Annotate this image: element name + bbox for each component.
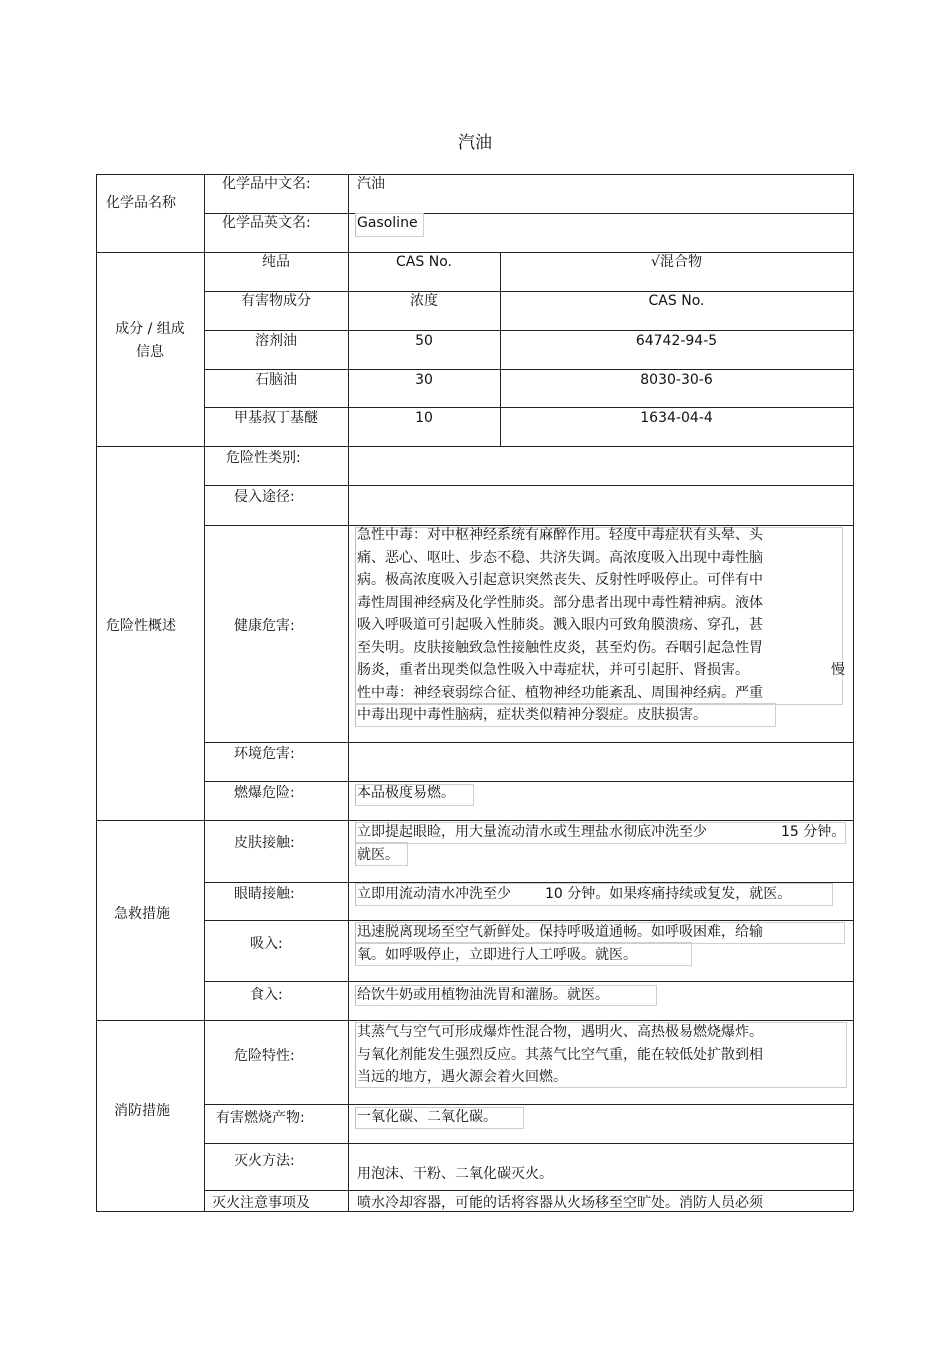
danger-label: 危险特性: <box>234 1048 295 1064</box>
ingestion-value: 给饮牛奶或用植物油洗胃和灌肠。就医。 <box>357 987 609 1003</box>
component-cas: 1634-04-4 <box>640 410 713 426</box>
component-name: 甲基叔丁基醚 <box>234 410 318 426</box>
env-hazard-label: 环境危害: <box>234 746 295 762</box>
health-line: 吸入呼吸道可引起吸入性肺炎。溅入眼内可致角膜溃疡、穿孔，甚 <box>357 617 763 633</box>
combustion-products-label: 有害燃烧产物: <box>216 1110 305 1126</box>
header-cas: CAS No. <box>648 293 705 309</box>
cn-name-value: 汽油 <box>357 176 385 192</box>
component-name: 石脑油 <box>255 372 297 388</box>
component-cas: 8030-30-6 <box>640 372 713 388</box>
inhalation-label: 吸入: <box>250 936 283 952</box>
danger-line: 当远的地方，遇火源会着火回燃。 <box>357 1069 567 1085</box>
component-name: 溶剂油 <box>255 333 297 349</box>
component-concentration: 10 <box>415 410 433 426</box>
section-label-fire-fighting: 消防措施 <box>114 1103 170 1119</box>
combustion-products-value: 一氧化碳、二氧化碳。 <box>357 1109 497 1125</box>
route-label: 侵入途径: <box>234 489 295 505</box>
section-label-first-aid: 急救措施 <box>114 906 170 922</box>
section-label-hazard: 危险性概述 <box>106 618 176 634</box>
health-line: 中毒出现中毒性脑病，症状类似精神分裂症。皮肤损害。 <box>357 707 707 723</box>
extinguish-notes-label: 灭火注意事项及 <box>212 1195 310 1211</box>
section-label-chemical-name: 化学品名称 <box>106 195 176 211</box>
health-line: 至失明。皮肤接触致急性接触性皮炎，甚至灼伤。吞咽引起急性胃 <box>357 639 763 656</box>
fire-hazard-value: 本品极度易燃。 <box>357 785 455 801</box>
health-line: 病。极高浓度吸入引起意识突然丧失、反射性呼吸停止。可伴有中 <box>357 572 763 588</box>
skin-contact-line: 就医。 <box>357 846 399 863</box>
hazard-category-label: 危险性类别: <box>226 450 301 466</box>
extinguish-notes-value: 喷水冷却容器，可能的话将容器从火场移至空旷处。消防人员必须 <box>357 1195 763 1211</box>
header-concentration: 浓度 <box>410 293 438 309</box>
extinguish-method-label: 灭火方法: <box>234 1153 295 1169</box>
section-label-composition: 成分 / 组成 <box>115 321 185 337</box>
health-line: 肠炎，重者出现类似急性吸入中毒症状，并可引起肝、肾损害。 <box>357 662 749 678</box>
component-concentration: 50 <box>415 333 433 349</box>
inhalation-line: 迅速脱离现场至空气新鲜处。保持呼吸道通畅。如呼吸困难，给输 <box>357 924 763 940</box>
health-line: 急性中毒：对中枢神经系统有麻醉作用。轻度中毒症状有头晕、头 <box>357 527 763 543</box>
cas-label: CAS No. <box>396 254 452 270</box>
skin-contact-line: 立即提起眼睑，用大量流动清水或生理盐水彻底冲洗至少 <box>357 824 707 840</box>
document-title: 汽油 <box>458 133 492 153</box>
extinguish-method-value: 用泡沫、干粉、二氧化碳灭火。 <box>357 1166 553 1182</box>
health-line: 毒性周围神经病及化学性肺炎。部分患者出现中毒性精神病。液体 <box>357 594 763 611</box>
eye-contact-text-2: 10 分钟。如果疼痛持续或复发，就医。 <box>545 886 792 902</box>
ingestion-label: 食入: <box>250 987 283 1003</box>
cn-name-label: 化学品中文名: <box>222 176 311 192</box>
skin-contact-minutes: 15 分钟。 <box>781 824 846 840</box>
eye-contact-label: 眼睛接触: <box>234 886 295 902</box>
pure-label: 纯品 <box>262 254 290 270</box>
danger-line: 其蒸气与空气可形成爆炸性混合物，遇明火、高热极易燃烧爆炸。 <box>357 1024 763 1040</box>
component-concentration: 30 <box>415 372 433 388</box>
header-component: 有害物成分 <box>241 293 311 309</box>
en-name-label: 化学品英文名: <box>222 215 311 231</box>
eye-contact-text: 立即用流动清水冲洗至少 <box>357 886 511 902</box>
mixture-label: √混合物 <box>651 254 702 270</box>
health-label: 健康危害: <box>234 618 295 634</box>
en-name-value: Gasoline <box>357 215 418 231</box>
skin-contact-label: 皮肤接触: <box>234 835 295 851</box>
health-line: 痛、恶心、呕吐、步态不稳、共济失调。高浓度吸入出现中毒性脑 <box>357 549 763 566</box>
component-cas: 64742-94-5 <box>635 333 718 349</box>
section-label-composition-line2: 信息 <box>136 344 164 360</box>
health-line: 性中毒：神经衰弱综合征、植物神经功能紊乱、周围神经病。严重 <box>357 684 763 701</box>
danger-line: 与氧化剂能发生强烈反应。其蒸气比空气重，能在较低处扩散到相 <box>357 1046 763 1063</box>
health-chronic-prefix: 慢 <box>831 662 845 678</box>
fire-hazard-label: 燃爆危险: <box>234 785 295 801</box>
inhalation-line: 氧。如呼吸停止，立即进行人工呼吸。就医。 <box>357 946 637 963</box>
